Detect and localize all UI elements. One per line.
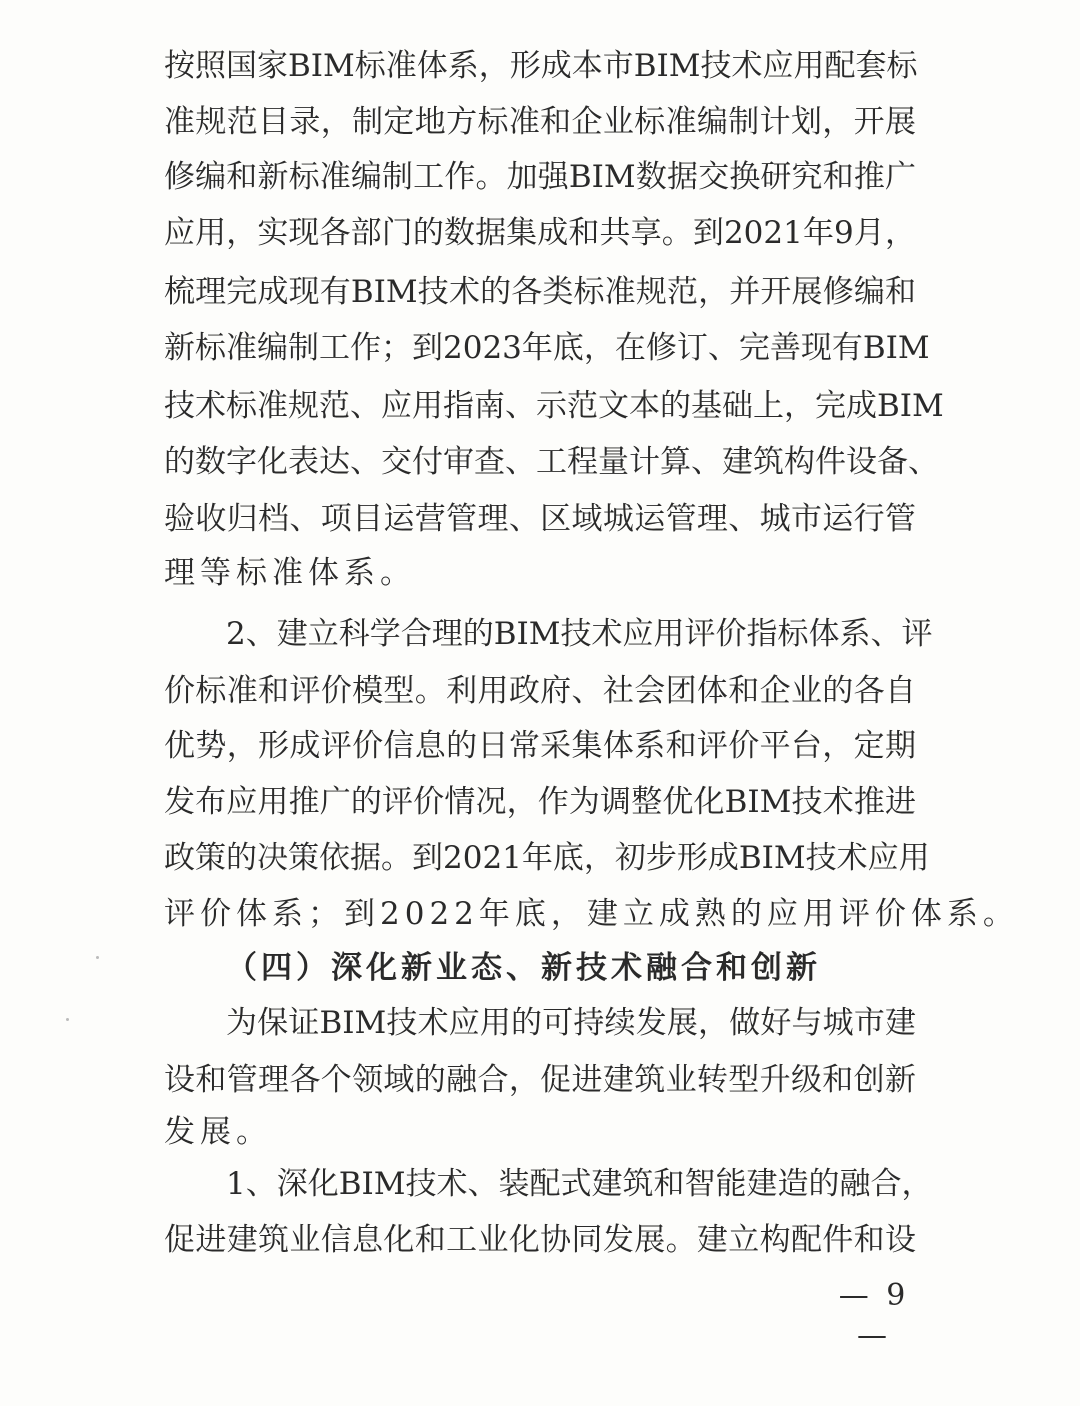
- text-line-19: 设和管理各个领域的融合，促进建筑业转型升级和创新: [164, 1062, 916, 1098]
- text-line-3: 修编和新标准编制工作。加强BIM数据交换研究和推广: [164, 159, 916, 195]
- text-line-18: 为保证BIM技术应用的可持续发展，做好与城市建: [226, 1005, 916, 1041]
- text-line-14: 发布应用推广的评价情况，作为调整优化BIM技术推进: [164, 784, 916, 820]
- page-number: — 9 —: [838, 1278, 910, 1353]
- text-line-9: 验收归档、项目运营管理、区域城运管理、城市运行管: [164, 501, 916, 537]
- text-line-22: 促进建筑业信息化和工业化协同发展。建立构配件和设: [164, 1222, 916, 1258]
- text-line-13: 优势，形成评价信息的日常采集体系和评价平台，定期: [164, 728, 916, 764]
- text-line-6: 新标准编制工作；到2023年底，在修订、完善现有BIM: [164, 330, 930, 366]
- text-line-4: 应用，实现各部门的数据集成和共享。到2021年9月，: [164, 215, 916, 251]
- text-line-1: 按照国家BIM标准体系，形成本市BIM技术应用配套标: [164, 48, 918, 84]
- text-line-7: 技术标准规范、应用指南、示范文本的基础上，完成BIM: [164, 388, 944, 424]
- text-line-15: 政策的决策依据。到2021年底，初步形成BIM技术应用: [164, 840, 930, 876]
- section-heading: （四）深化新业态、新技术融合和创新: [226, 950, 821, 986]
- text-line-12: 价标准和评价模型。利用政府、社会团体和企业的各自: [164, 673, 916, 709]
- text-line-8: 的数字化表达、交付审查、工程量计算、建筑构件设备、: [164, 444, 939, 480]
- text-line-21: 1、深化BIM技术、装配式建筑和智能建造的融合，: [226, 1166, 933, 1202]
- text-line-2: 准规范目录，制定地方标准和企业标准编制计划，开展: [164, 104, 916, 140]
- text-line-16: 评价体系；到2022年底，建立成熟的应用评价体系。: [164, 896, 1019, 932]
- text-line-11: 2、建立科学合理的BIM技术应用评价指标体系、评: [226, 616, 933, 652]
- text-line-10: 理等标准体系。: [164, 555, 416, 591]
- text-line-5: 梳理完成现有BIM技术的各类标准规范，并开展修编和: [164, 274, 916, 310]
- text-line-20: 发展。: [164, 1114, 272, 1150]
- scan-speck: [66, 1018, 69, 1021]
- scan-speck: [96, 956, 99, 959]
